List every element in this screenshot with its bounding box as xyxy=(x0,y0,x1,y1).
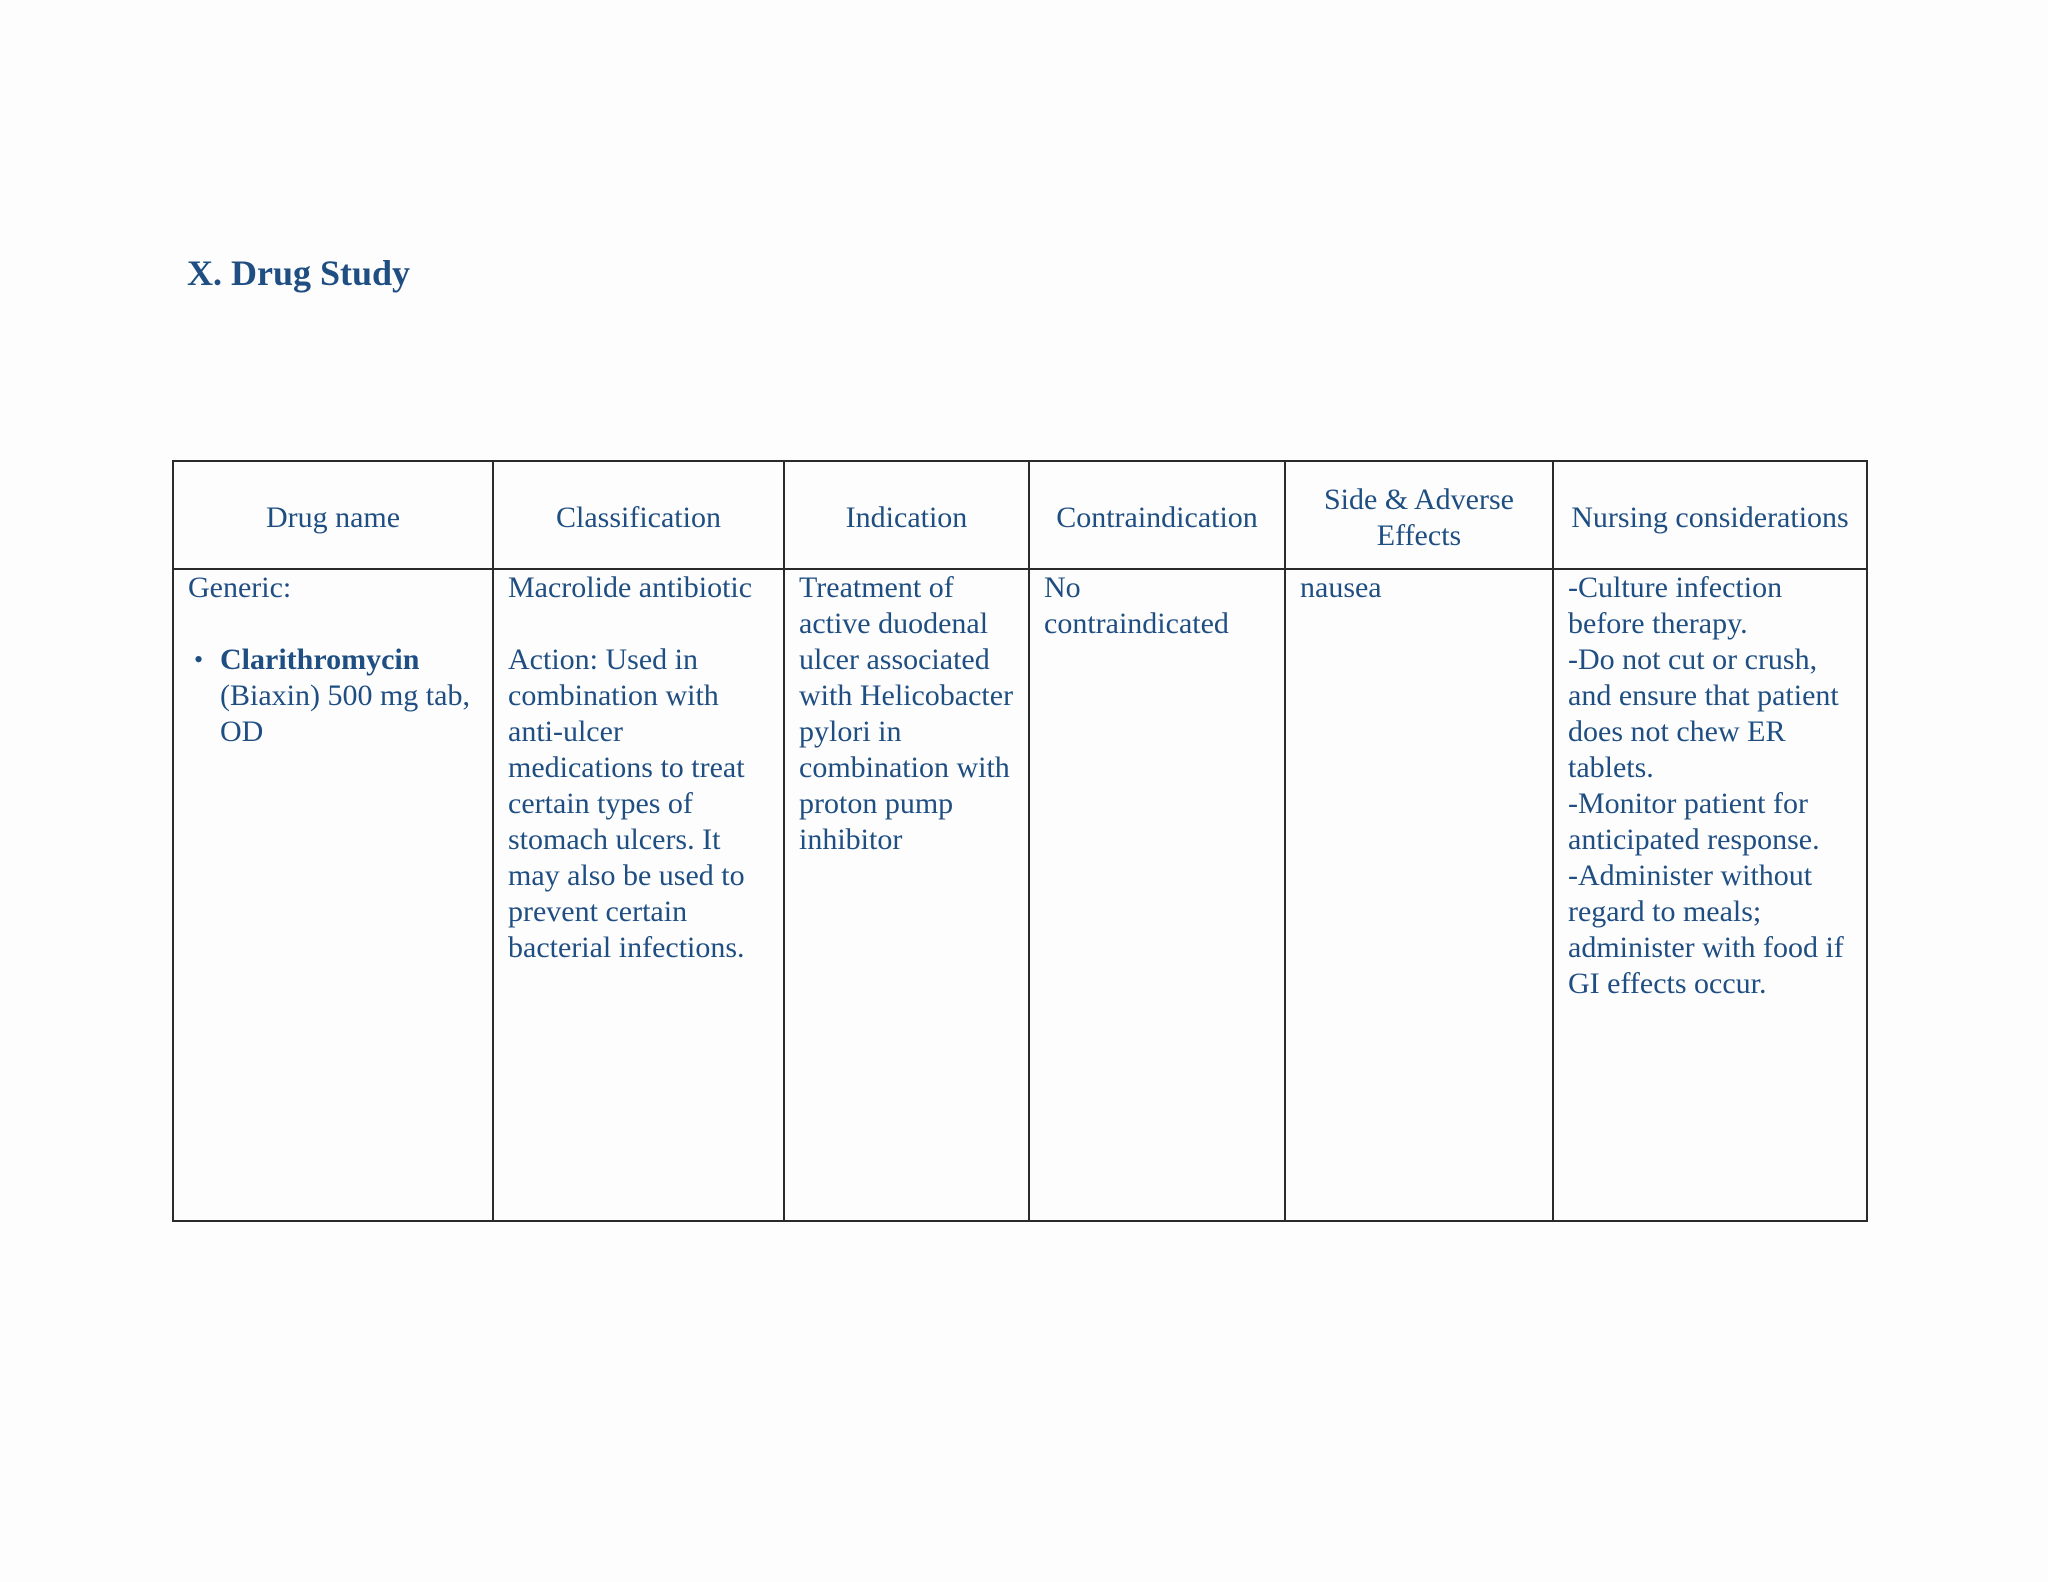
side-effects-text: nausea xyxy=(1300,571,1382,604)
action-text: Action: Used in combination with anti-ulcer medications to treat certain types of stomach ulcers. It may also be used to prevent certain bacterial infections. xyxy=(508,643,745,964)
generic-list xyxy=(188,642,480,750)
nursing-item-2: -Do not cut or crush, and ensure that patient does not chew ER tablets. xyxy=(1568,643,1839,784)
indication-text: Treatment of active duodenal ulcer associated with Helicobacter pylori in combination with proton pump inhibitor xyxy=(799,571,1014,856)
classification-text: Macrolide antibiotic xyxy=(508,571,753,604)
contraindication-text: No contraindicated xyxy=(1044,571,1229,640)
nursing-item-3: -Monitor patient for anticipated response. xyxy=(1568,787,1820,856)
cell-nursing-considerations xyxy=(1553,569,1867,1221)
cell-side-effects xyxy=(1285,569,1553,1221)
header-drug-name: Drug name xyxy=(173,461,493,569)
header-indication: Indication xyxy=(784,461,1029,569)
generic-label: Generic: xyxy=(188,571,292,604)
cell-drug-name xyxy=(173,569,493,1221)
cell-classification xyxy=(493,569,784,1221)
cell-indication xyxy=(784,569,1029,1221)
header-side-adverse-effects: Side & Adverse Effects xyxy=(1285,461,1553,569)
drug-generic-name: Clarithromycin xyxy=(220,643,420,676)
nursing-item-1: -Culture infection before therapy. xyxy=(1568,571,1783,640)
table-header-row xyxy=(173,461,1867,569)
list-item xyxy=(194,642,480,750)
cell-contraindication xyxy=(1029,569,1285,1221)
drug-study-table xyxy=(172,460,1868,1222)
table-row xyxy=(173,569,1867,1221)
bullet-icon: • xyxy=(194,645,204,674)
drug-dosage-detail: (Biaxin) 500 mg tab, OD xyxy=(220,679,470,748)
header-classification: Classification xyxy=(493,461,784,569)
page-title: X. Drug Study xyxy=(187,253,411,293)
header-nursing-considerations: Nursing considerations xyxy=(1553,461,1867,569)
nursing-item-4: -Administer without regard to meals; administer with food if GI effects occur. xyxy=(1568,859,1844,1000)
header-contraindication: Contraindication xyxy=(1029,461,1285,569)
